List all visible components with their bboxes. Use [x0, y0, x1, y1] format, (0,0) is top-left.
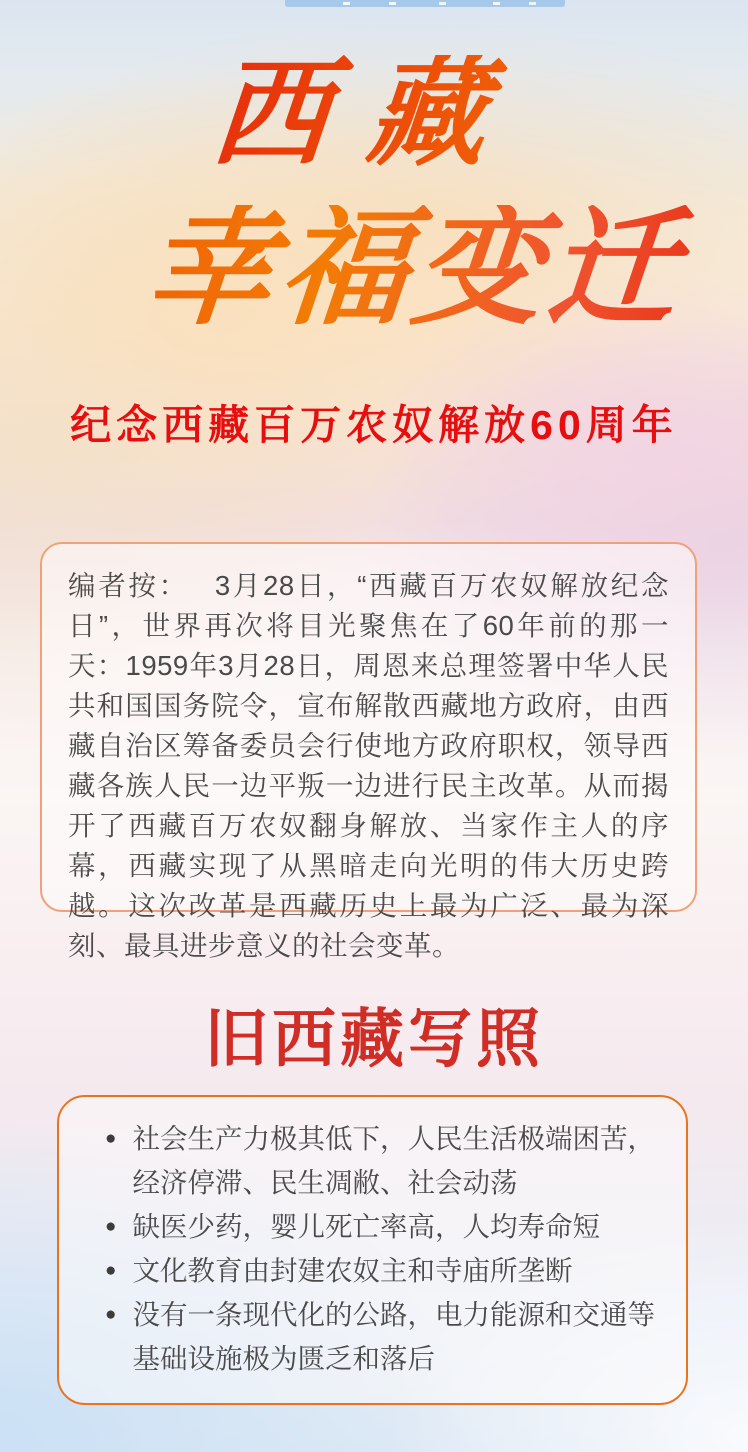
bullet-dot-icon: ● — [105, 1260, 117, 1281]
list-item-text: 没有一条现代化的公路，电力能源和交通等基础设施极为匮乏和落后 — [132, 1299, 655, 1374]
list-item — [105, 1293, 660, 1381]
list-item — [105, 1205, 660, 1249]
subtitle-anniversary: 纪念西藏百万农奴解放60周年 — [70, 402, 678, 448]
old-tibet-facts-list — [105, 1117, 660, 1381]
list-item — [105, 1117, 660, 1205]
editor-note-label: 编者按： — [68, 570, 189, 601]
editor-note-paragraph — [68, 566, 669, 966]
bullet-dot-icon: ● — [105, 1304, 117, 1325]
list-item-text: 缺医少药，婴儿死亡率高，人均寿命短 — [132, 1211, 600, 1242]
editor-note-body: 3月28日，“西藏百万农奴解放纪念日”，世界再次将目光聚焦在了60年前的那一天：1959年3月28日，周恩来总理签署中华人民共和国国务院令，宣布解散西藏地方政府，由西藏自治区筹备委员会行使地方政府职权，领导西藏各族人民一边平叛一边进行民主改革。从而揭开了西藏百万农奴翻身解放、当家作主人的序幕，西藏实现了从黑暗走向光明的伟大历史跨越。这次改革是西藏历史上最为广泛、最为深刻、最具进步意义的社会变革。 — [68, 570, 670, 961]
list-item-text: 文化教育由封建农奴主和寺庙所垄断 — [132, 1255, 573, 1286]
bullet-dot-icon: ● — [105, 1216, 117, 1237]
section-heading-old-tibet: 旧西藏写照 — [204, 1003, 544, 1075]
cropped-blue-banner — [285, 0, 565, 7]
list-item — [105, 1249, 660, 1293]
main-title-line1: 西藏 — [0, 55, 747, 173]
bullet-dot-icon: ● — [105, 1128, 117, 1149]
list-item-text: 社会生产力极其低下，人民生活极端困苦，经济停滞、民生凋敝、社会动荡 — [132, 1123, 655, 1198]
main-title-line2: 幸福变迁 — [34, 205, 748, 333]
old-tibet-facts-box — [57, 1095, 688, 1405]
editor-note-box — [40, 542, 697, 961]
